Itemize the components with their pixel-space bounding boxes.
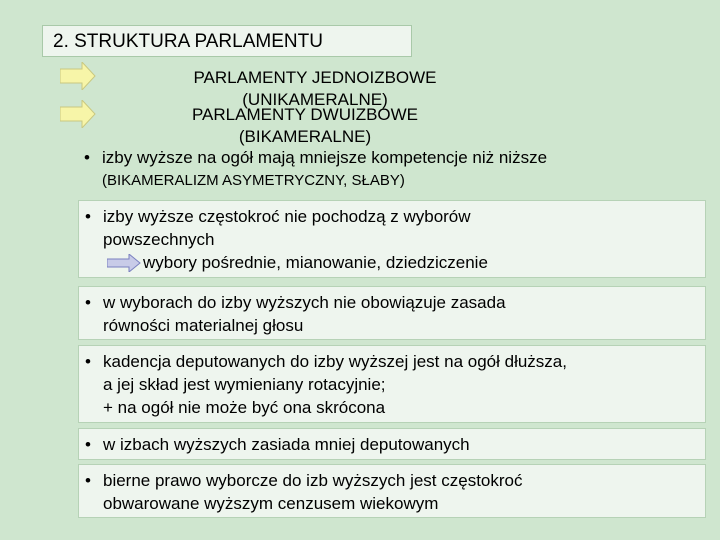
slide-title: 2. STRUKTURA PARLAMENTU — [42, 25, 412, 57]
list-item — [78, 146, 706, 192]
heading-unicameral-line2: (UNIKAMERALNE) — [242, 90, 388, 109]
arrow-right-icon — [60, 100, 96, 128]
item-line: (BIKAMERALIZM ASYMETRYCZNY, SŁABY) — [102, 172, 405, 189]
bullet-icon: • — [85, 293, 91, 312]
item-line: bierne prawo wyborcze do izb wyższych jest częstokroć — [103, 471, 523, 490]
heading-bicameral-line1: PARLAMENTY DWUIZBOWE — [191, 105, 419, 124]
item-line: wybory pośrednie, mianowanie, dziedziczenie — [143, 253, 488, 272]
heading-unicameral-line1: PARLAMENTY JEDNOIZBOWE — [193, 68, 437, 87]
bullet-icon: • — [85, 207, 91, 226]
item-line: równości materialnej głosu — [103, 316, 304, 335]
bullet-icon: • — [85, 352, 91, 371]
heading-bicameral — [140, 104, 470, 148]
list-item — [78, 286, 706, 340]
item-line: a jej skład jest wymieniany rotacyjnie; — [103, 375, 386, 394]
list-item — [78, 464, 706, 518]
bullet-icon: • — [85, 435, 91, 454]
item-line: w wyborach do izby wyższych nie obowiązuje zasada — [103, 293, 506, 312]
item-line: w izbach wyższych zasiada mniej deputowanych — [103, 435, 470, 454]
item-subline — [103, 251, 697, 274]
item-line: izby wyższe częstokroć nie pochodzą z wyborów — [103, 207, 471, 226]
bullet-icon: • — [85, 471, 91, 490]
list-item — [78, 428, 706, 460]
item-line: kadencja deputowanych do izby wyższej jest na ogół dłuższa, — [103, 352, 567, 371]
bullet-icon: • — [84, 148, 90, 167]
item-line: obwarowane wyższym cenzusem wiekowym — [103, 494, 439, 513]
item-line: + na ogół nie może być ona skrócona — [103, 398, 386, 417]
heading-bicameral-line2: (BIKAMERALNE) — [238, 127, 372, 146]
list-item — [78, 200, 706, 278]
arrow-right-icon — [60, 62, 96, 90]
item-line: izby wyższe na ogół mają mniejsze kompetencje niż niższe — [102, 148, 548, 167]
item-line: powszechnych — [103, 230, 215, 249]
arrow-right-icon — [107, 254, 141, 272]
list-item — [78, 345, 706, 423]
